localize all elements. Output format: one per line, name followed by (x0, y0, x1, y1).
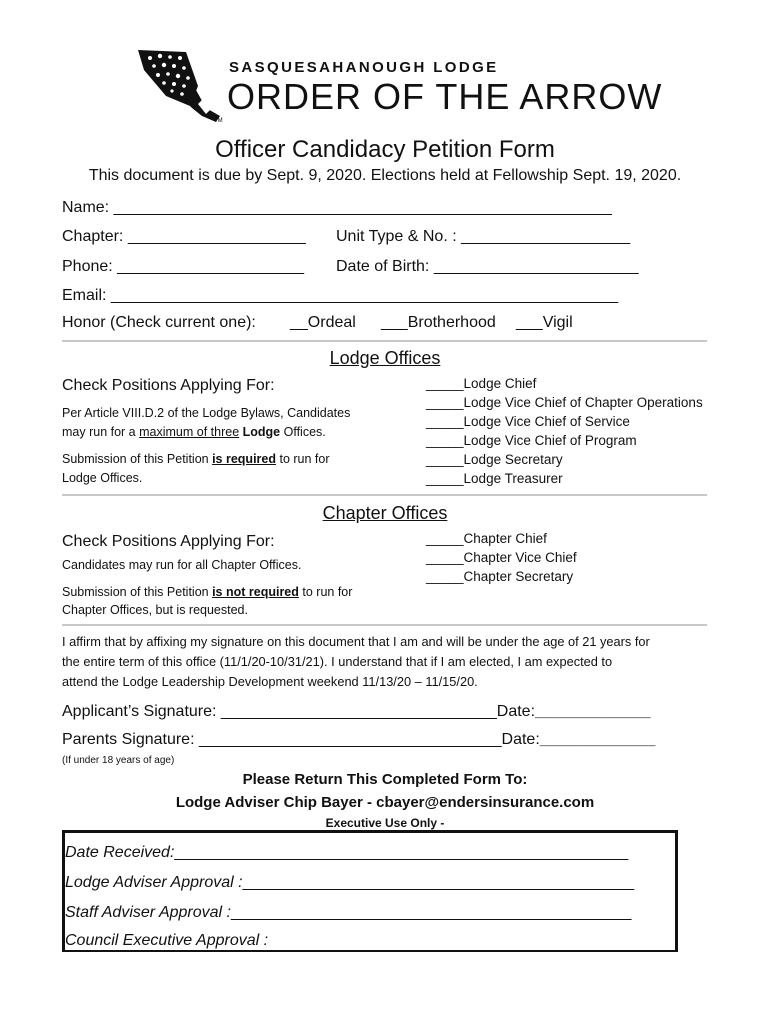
name-field[interactable]: Name: ________________________________________________________ (62, 199, 612, 216)
chapter-rule-line1: Candidates may run for all Chapter Offices. (62, 558, 302, 572)
lodge-position-treasurer[interactable]: _____Lodge Treasurer (426, 471, 563, 486)
parents-note: (If under 18 years of age) (62, 755, 175, 766)
phone-field[interactable]: Phone: _____________________ (62, 258, 305, 275)
chapter-position-vice-chief[interactable]: _____Chapter Vice Chief (426, 550, 577, 565)
applicant-signature-field[interactable]: Applicant’s Signature: _______________________________Date:_____________ (62, 703, 651, 720)
affirmation-line3: attend the Lodge Leadership Development weekend 11/13/20 – 11/15/20. (62, 674, 478, 689)
lodge-check-label: Check Positions Applying For: (62, 377, 275, 394)
lodge-submission-line1: Submission of this Petition is required to run for (62, 452, 330, 466)
dob-field[interactable]: Date of Birth: _______________________ (336, 258, 639, 275)
honor-label: Honor (Check current one): (62, 314, 256, 331)
box-bottom-edge (62, 950, 678, 952)
arrowhead-logo (136, 46, 224, 126)
return-heading: Please Return This Completed Form To: (242, 771, 528, 788)
chapter-field[interactable]: Chapter: ____________________ (62, 228, 306, 245)
honor-vigil-option[interactable]: ___Vigil (516, 314, 573, 331)
divider (62, 624, 707, 626)
lodge-position-chief[interactable]: _____Lodge Chief (426, 376, 537, 391)
parents-signature-field[interactable]: Parents Signature: __________________________________Date:_____________ (62, 731, 656, 748)
chapter-submission-line2: Chapter Offices, but is requested. (62, 603, 248, 617)
org-name: ORDER OF THE ARROW (227, 76, 663, 117)
staff-adviser-approval-field[interactable]: Staff Adviser Approval :_____________________________________________ (65, 904, 632, 921)
lodge-position-vc-chapter-ops[interactable]: _____Lodge Vice Chief of Chapter Operations (426, 395, 703, 410)
council-executive-approval-field[interactable]: Council Executive Approval : (65, 932, 269, 949)
honor-ordeal-option[interactable]: __Ordeal (290, 314, 356, 331)
affirmation-line1: I affirm that by affixing my signature on this document that I am and will be under the age of 21 years for (62, 634, 650, 649)
lodge-rule-line2: may run for a maximum of three Lodge Offices. (62, 425, 326, 439)
trademark-mark: TM (214, 118, 223, 124)
divider (62, 494, 707, 496)
lodge-submission-line2: Lodge Offices. (62, 471, 143, 485)
chapter-offices-title: Chapter Offices (322, 503, 448, 523)
unit-type-field[interactable]: Unit Type & No. : ___________________ (336, 228, 631, 245)
chapter-check-label: Check Positions Applying For: (62, 533, 275, 550)
executive-use-label: Executive Use Only - (325, 816, 445, 830)
lodge-name: SASQUESAHANOUGH LODGE (229, 59, 499, 76)
lodge-adviser-approval-field[interactable]: Lodge Adviser Approval :____________________________________________ (65, 874, 635, 891)
return-contact: Lodge Adviser Chip Bayer - cbayer@endersinsurance.com (175, 794, 595, 811)
due-notice: This document is due by Sept. 9, 2020. Elections held at Fellowship Sept. 19, 2020. (88, 167, 682, 184)
chapter-submission-line1: Submission of this Petition is not required to run for (62, 585, 353, 599)
divider (62, 340, 707, 342)
lodge-position-vc-program[interactable]: _____Lodge Vice Chief of Program (426, 433, 637, 448)
date-received-field[interactable]: Date Received:___________________________________________________ (65, 844, 629, 861)
chapter-position-chief[interactable]: _____Chapter Chief (426, 531, 547, 546)
lodge-rule-line1: Per Article VIII.D.2 of the Lodge Bylaws, Candidates (62, 406, 351, 420)
chapter-position-secretary[interactable]: _____Chapter Secretary (426, 569, 574, 584)
honor-brotherhood-option[interactable]: ___Brotherhood (381, 314, 496, 331)
affirmation-line2: the entire term of this office (11/1/20-10/31/21). I understand that if I am elected, I am expected to (62, 654, 613, 669)
lodge-position-vc-service[interactable]: _____Lodge Vice Chief of Service (426, 414, 630, 429)
form-title: Officer Candidacy Petition Form (215, 136, 555, 163)
email-field[interactable]: Email: _________________________________________________________ (62, 287, 619, 304)
lodge-offices-title: Lodge Offices (329, 348, 441, 368)
lodge-position-secretary[interactable]: _____Lodge Secretary (426, 452, 563, 467)
